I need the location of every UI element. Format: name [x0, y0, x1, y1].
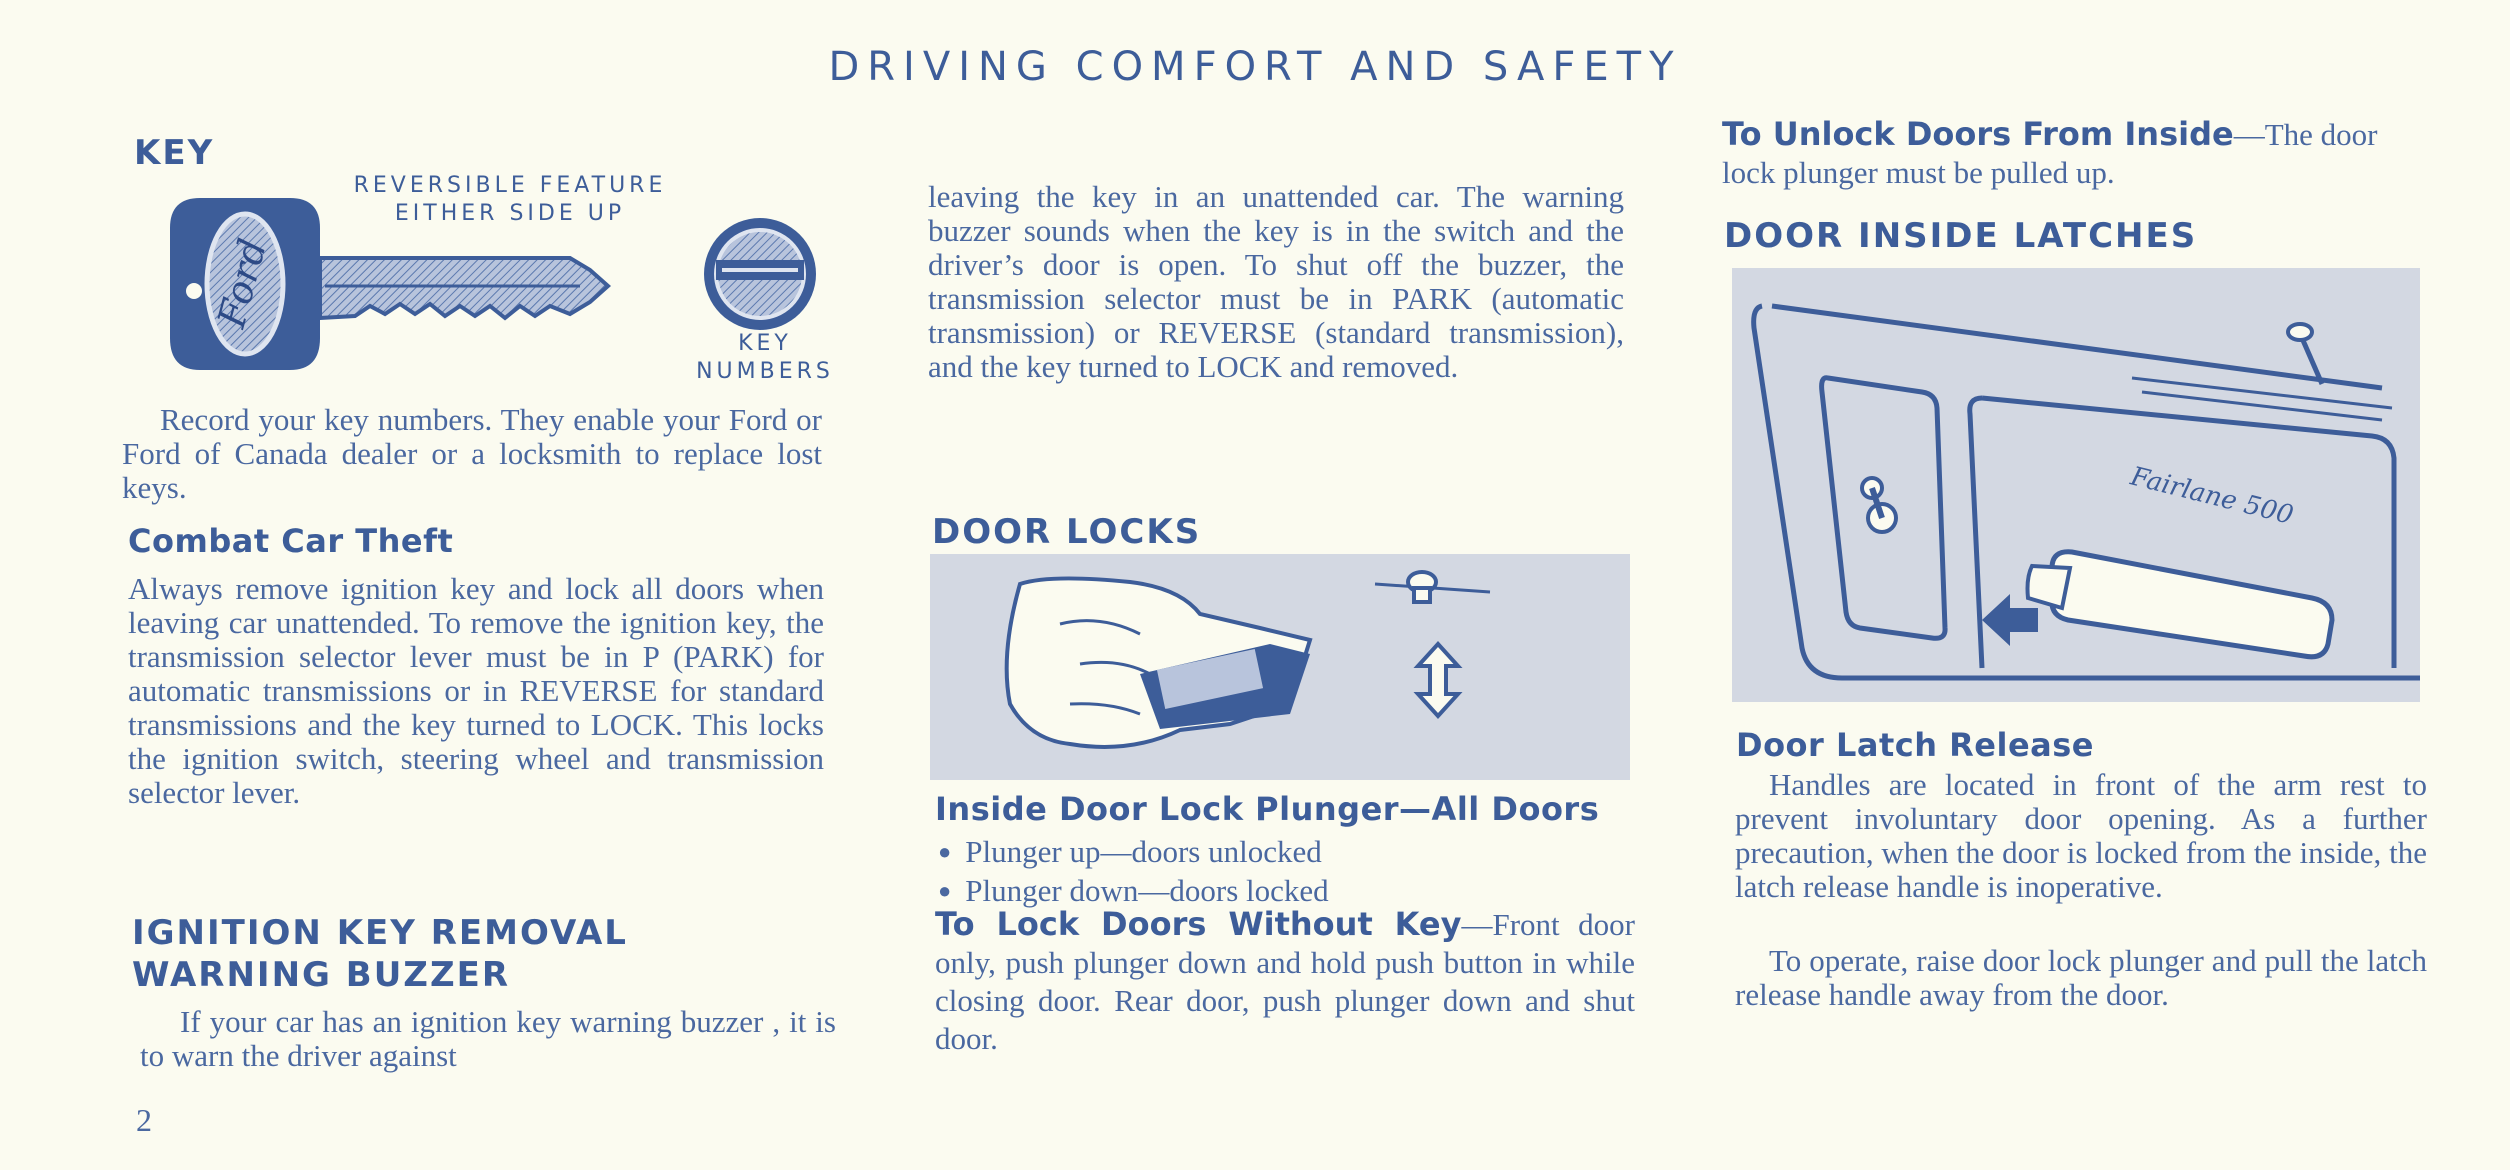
- plunger-bullets: [938, 834, 1638, 912]
- key-caption-line-1: REVERSIBLE FEATURE: [353, 173, 667, 198]
- unlock-paragraph: [1722, 115, 2402, 192]
- ford-logo-text: Ford: [209, 234, 275, 333]
- unlock-text: —The door lock plunger must be pulled up.: [1722, 117, 2378, 190]
- key-numbers-caption: [670, 330, 860, 386]
- unlock-label: To Unlock Doors From Inside: [1722, 115, 2234, 153]
- latch-release-paragraph-1: Handles are located in front of the arm rest to prevent involuntary door opening. As a further precaution, when the door is locked from the inside, the latch release handle is inoperative.: [1735, 767, 2427, 904]
- buzzer-heading: [132, 912, 628, 996]
- key-heading: KEY: [134, 133, 215, 173]
- ford-key-illustration: [150, 188, 620, 388]
- key-numbers-caption-line-1: KEY: [738, 331, 792, 356]
- page-title: DRIVING COMFORT AND SAFETY: [828, 44, 1682, 90]
- bullet-item: ● Plunger down—doors locked: [938, 873, 1638, 912]
- record-key-paragraph: Record your key numbers. They enable your Ford or Ford of Canada dealer or a locksmith to replace lost keys.: [122, 402, 822, 505]
- buzzer-heading-line-2: WARNING BUZZER: [132, 955, 511, 995]
- latch-release-heading: Door Latch Release: [1736, 726, 2094, 764]
- door-inside-latch-illustration: [1732, 268, 2420, 702]
- combat-theft-paragraph: Always remove ignition key and lock all doors when leaving car unattended. To remove the ignition key, the transmission selector lever must be in P (PARK) for automatic transmissions or in REVERSE for standard transmissions and the key turned to LOCK. This locks the ignition switch, steering wheel and transmission selector lever.: [128, 571, 824, 810]
- lock-without-key-label: To Lock Doors Without Key: [935, 905, 1462, 943]
- buzzer-heading-line-1: IGNITION KEY REMOVAL: [132, 913, 628, 953]
- buzzer-paragraph-start: If your car has an ignition key warning buzzer , it is to warn the driver against: [140, 1004, 836, 1073]
- door-lock-plunger-illustration: [930, 554, 1630, 780]
- plunger-heading: Inside Door Lock Plunger—All Doors: [935, 790, 1600, 828]
- key-numbers-caption-line-2: NUMBERS: [696, 359, 834, 384]
- key-number-tag-illustration: [700, 214, 820, 334]
- combat-theft-heading: Combat Car Theft: [128, 522, 454, 560]
- bullet-item: ● Plunger up—doors unlocked: [938, 834, 1638, 873]
- page-number: 2: [136, 1102, 152, 1138]
- key-caption-line-2: EITHER SIDE UP: [394, 201, 626, 226]
- lock-without-key-paragraph: [935, 905, 1635, 1058]
- fairlane-badge: Fairlane 500: [2127, 461, 2297, 531]
- buzzer-paragraph-continued: leaving the key in an unattended car. The warning buzzer sounds when the key is in the switch and the driver’s door is open. To shut off the buzzer, the transmission selector must be in PARK (automatic transmission) or REVERSE (standard transmission), and the key turned to LOCK and removed.: [928, 179, 1624, 384]
- door-locks-heading: DOOR LOCKS: [932, 512, 1202, 552]
- door-inside-latches-heading: DOOR INSIDE LATCHES: [1724, 216, 2198, 256]
- latch-release-paragraph-2: To operate, raise door lock plunger and pull the latch release handle away from the door.: [1735, 943, 2427, 1012]
- lock-without-key-text: —Front door only, push plunger down and hold push button in while closing door. Rear door, push plunger down and shut door.: [935, 907, 1636, 1056]
